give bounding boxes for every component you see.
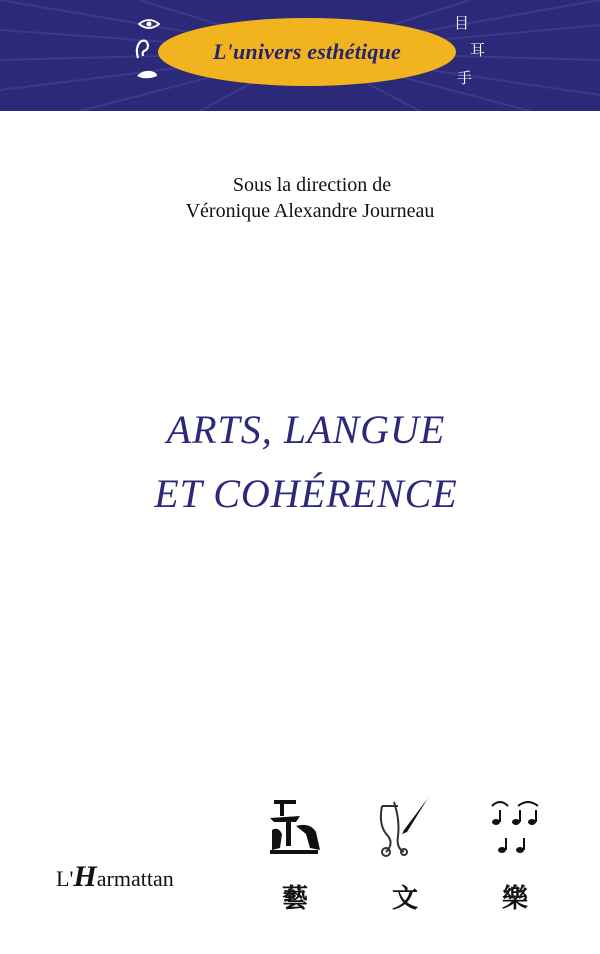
- ear-character: 耳: [470, 41, 486, 59]
- series-oval: [158, 18, 456, 86]
- book-title-line-1: ARTS, LANGUE: [166, 407, 446, 452]
- book-title-line-2: ET COHÉRENCE: [154, 471, 458, 516]
- publisher-logo: [56, 860, 174, 894]
- editor-name: Véronique Alexandre Journeau: [185, 200, 435, 222]
- calligraphy-character-icon: [266, 796, 326, 858]
- art-character-yue: 樂: [502, 884, 529, 914]
- eye-icon: [138, 18, 160, 30]
- eye-character: 目: [454, 14, 470, 32]
- publisher-initial: H: [73, 860, 97, 893]
- scroll-brush-icon: [374, 796, 434, 860]
- hand-icon: [136, 68, 158, 80]
- direction-label: Sous la direction de: [232, 174, 392, 196]
- art-character-yi: 藝: [282, 884, 309, 914]
- publisher-name-rest: armattan: [96, 866, 174, 891]
- music-notes-icon: [486, 796, 548, 860]
- series-title: L'univers esthétique: [213, 39, 401, 64]
- hand-character: 手: [457, 69, 473, 87]
- series-banner: [0, 0, 600, 111]
- publisher-prefix: L': [56, 866, 74, 891]
- art-character-wen: 文: [392, 884, 419, 914]
- ear-icon: [134, 38, 150, 62]
